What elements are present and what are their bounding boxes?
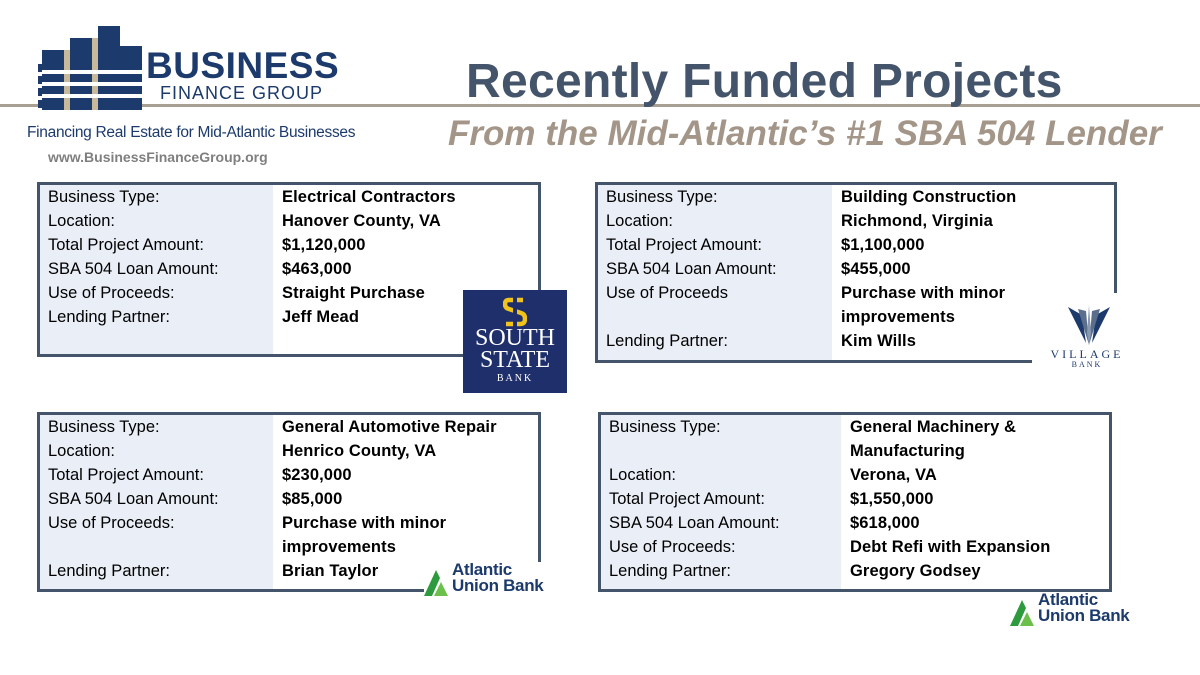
table-row [601, 463, 1050, 487]
logo-text: Atlantic Union Bank [452, 560, 544, 595]
table-row [40, 463, 497, 487]
page-title: Recently Funded Projects [466, 55, 1063, 108]
row-value: $1,550,000 [850, 490, 934, 508]
row-label [598, 305, 832, 329]
row-label [601, 439, 841, 463]
row-label: Use of Proceeds: [48, 514, 175, 532]
row-value: Straight Purchase [282, 284, 425, 302]
table-row [40, 415, 497, 439]
row-value: Jeff Mead [282, 308, 360, 326]
row-value: $85,000 [282, 490, 343, 508]
logo-text: STATE [479, 347, 551, 373]
logo-text: BANK [1071, 360, 1103, 369]
table-row [598, 257, 1016, 281]
row-label: Location: [606, 212, 673, 230]
row-label: Business Type: [606, 188, 718, 206]
table-row [601, 535, 1050, 559]
logo-text: BANK [496, 373, 534, 384]
row-label: Use of Proceeds: [48, 284, 175, 302]
row-label: Total Project Amount: [48, 466, 204, 484]
atlantic-union-mountain-icon [424, 566, 450, 596]
brand-name: BUSINESS [146, 45, 340, 86]
row-label: Total Project Amount: [609, 490, 765, 508]
table-row [40, 487, 497, 511]
row-value: $618,000 [850, 514, 920, 532]
row-value: Gregory Godsey [850, 562, 981, 580]
project-card-machinery [598, 412, 1112, 592]
table-row [40, 305, 456, 329]
logo-text: SOUTH [474, 325, 555, 351]
row-value: Purchase with minor [282, 514, 447, 532]
project-details-table [601, 415, 1050, 583]
row-label: Lending Partner: [48, 308, 171, 326]
row-label: SBA 504 Loan Amount: [606, 260, 777, 278]
website-link[interactable]: www.BusinessFinanceGroup.org [48, 149, 268, 165]
row-label: Location: [609, 466, 676, 484]
row-label: Business Type: [48, 188, 160, 206]
row-value: improvements [282, 538, 396, 556]
table-row [601, 487, 1050, 511]
table-row [601, 559, 1050, 583]
row-value: $1,120,000 [282, 236, 366, 254]
row-value: Building Construction [841, 188, 1017, 206]
logo-text: VILLAGE [1050, 347, 1124, 361]
row-value: Kim Wills [841, 332, 917, 350]
project-details-table [40, 185, 456, 329]
atlantic-union-bank-logo [424, 562, 566, 598]
row-value: Hanover County, VA [282, 212, 441, 230]
row-label: SBA 504 Loan Amount: [48, 490, 219, 508]
logo-text: Atlantic Union Bank [1038, 590, 1130, 625]
row-label: Lending Partner: [606, 332, 729, 350]
village-bank-logo [1032, 293, 1142, 375]
row-value: $455,000 [841, 260, 911, 278]
row-value: $463,000 [282, 260, 352, 278]
table-row [598, 185, 1016, 209]
row-value: Henrico County, VA [282, 442, 437, 460]
row-label: Total Project Amount: [48, 236, 204, 254]
row-label: Business Type: [48, 418, 160, 436]
row-value: $1,100,000 [841, 236, 925, 254]
row-value: Brian Taylor [282, 562, 379, 580]
row-value: $230,000 [282, 466, 352, 484]
row-label [40, 535, 273, 559]
table-row [40, 209, 456, 233]
row-label: Total Project Amount: [606, 236, 762, 254]
table-row [598, 233, 1016, 257]
atlantic-union-mountain-icon [1010, 596, 1036, 626]
table-row [598, 281, 1016, 305]
brand-subtitle: FINANCE GROUP [160, 83, 324, 103]
row-value: improvements [841, 308, 955, 326]
project-details-table [40, 415, 497, 583]
row-label: Lending Partner: [609, 562, 732, 580]
row-label: SBA 504 Loan Amount: [609, 514, 780, 532]
buildings-logo-icon [38, 26, 142, 110]
row-value: Purchase with minor [841, 284, 1006, 302]
row-label: Lending Partner: [48, 562, 171, 580]
row-value: Electrical Contractors [282, 188, 456, 206]
table-row [40, 233, 456, 257]
row-label: SBA 504 Loan Amount: [48, 260, 219, 278]
table-row [40, 439, 497, 463]
row-label: Use of Proceeds [606, 284, 728, 302]
row-value: General Automotive Repair [282, 418, 497, 436]
table-row [40, 281, 456, 305]
table-row [40, 185, 456, 209]
table-row [40, 511, 497, 535]
table-row [598, 209, 1016, 233]
row-value: General Machinery & [850, 418, 1017, 436]
page-subtitle: From the Mid-Atlantic’s #1 SBA 504 Lender [448, 114, 1162, 153]
table-row [40, 535, 497, 559]
row-value: Manufacturing [850, 442, 965, 460]
south-state-bank-logo [463, 290, 567, 393]
row-label: Location: [48, 212, 115, 230]
table-row [601, 511, 1050, 535]
row-value: Debt Refi with Expansion [850, 538, 1051, 556]
table-row [598, 329, 1016, 353]
row-value: Verona, VA [850, 466, 937, 484]
project-details-table [598, 185, 1016, 353]
village-v-icon [1066, 303, 1112, 349]
south-state-s-icon [503, 296, 527, 328]
atlantic-union-bank-logo [1010, 592, 1162, 628]
brand-tagline: Financing Real Estate for Mid-Atlantic Businesses [27, 124, 356, 141]
table-row [40, 257, 456, 281]
table-row [601, 415, 1050, 439]
row-label: Location: [48, 442, 115, 460]
row-value: Richmond, Virginia [841, 212, 993, 230]
table-row [598, 305, 1016, 329]
table-row [601, 439, 1050, 463]
row-label: Use of Proceeds: [609, 538, 736, 556]
row-label: Business Type: [609, 418, 721, 436]
